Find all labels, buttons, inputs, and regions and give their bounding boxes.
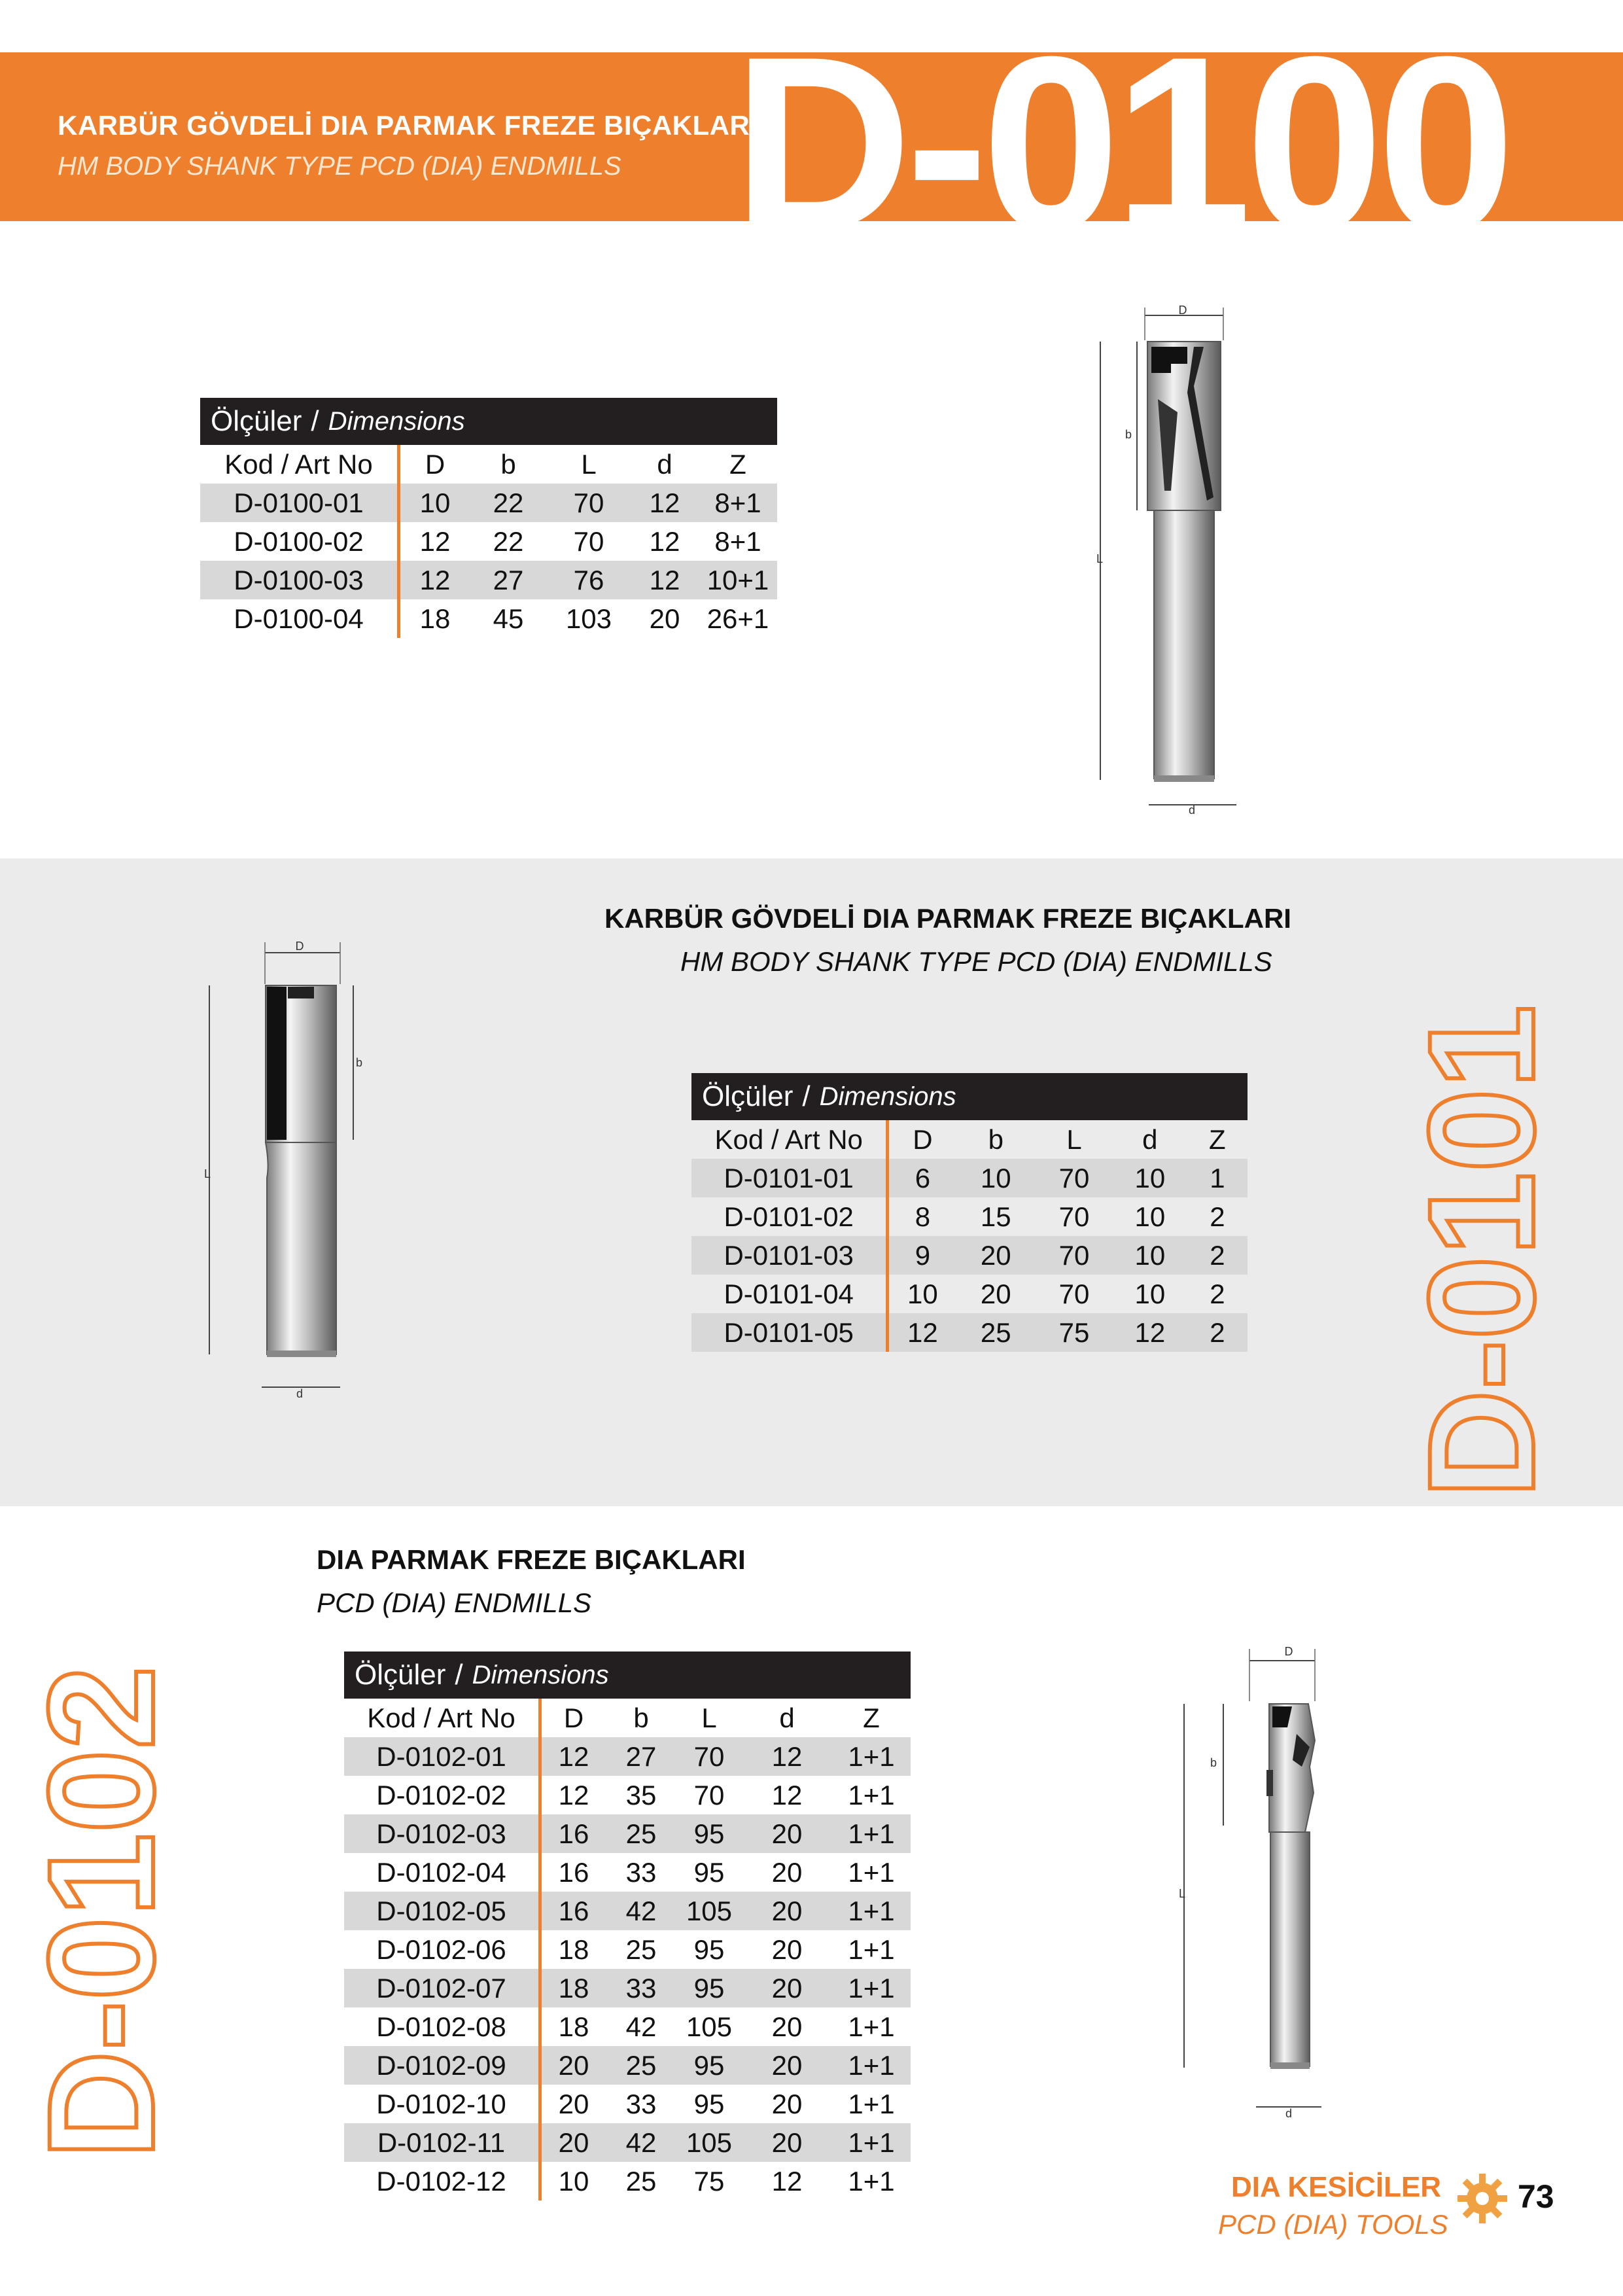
d0101-vertical-code: D-0101 — [1397, 1004, 1565, 1498]
dim-b-label: b — [1210, 1756, 1217, 1769]
table-row — [344, 2123, 911, 2162]
table-header-en: Dimensions — [472, 1660, 609, 1689]
cell-code: D-0102-06 — [344, 1930, 542, 1969]
cell-b: 33 — [625, 2088, 657, 2119]
cell-L: 70 — [573, 487, 604, 518]
cell-b: 27 — [625, 1740, 657, 1772]
d0100-tool-drawing — [1073, 301, 1282, 831]
table-header-tr: Ölçüler — [211, 405, 302, 437]
cell-code: D-0102-01 — [344, 1737, 542, 1776]
d0102-title-tr: DIA PARMAK FREZE BIÇAKLARI — [317, 1544, 746, 1575]
cell-b: 35 — [625, 1779, 657, 1810]
page-number: 73 — [1518, 2178, 1554, 2215]
dim-d-label: d — [1285, 2107, 1293, 2120]
cell-d: 12 — [771, 2165, 803, 2197]
cell-Z: 1+1 — [848, 1818, 895, 1849]
table-row — [344, 2007, 911, 2046]
cell-d: 12 — [649, 525, 680, 557]
col-d-header: d — [779, 1702, 795, 1733]
table-row — [344, 1969, 911, 2007]
dim-d-label: d — [296, 1387, 304, 1400]
footer-title-tr: DIA KESİCİLER — [1231, 2171, 1442, 2203]
cell-code: D-0101-02 — [691, 1197, 889, 1236]
cell-D: 16 — [558, 1856, 589, 1888]
cell-b: 10 — [980, 1162, 1011, 1193]
cell-code: D-0102-07 — [344, 1969, 542, 2007]
cell-d: 12 — [771, 1740, 803, 1772]
cell-code: D-0102-09 — [344, 2046, 542, 2085]
cell-D: 18 — [419, 603, 451, 634]
cell-D: 10 — [558, 2165, 589, 2197]
cell-Z: 8+1 — [714, 525, 761, 557]
cell-D: 12 — [907, 1316, 938, 1348]
header-title-tr: KARBÜR GÖVDELİ DIA PARMAK FREZE BIÇAKLARI — [58, 110, 758, 141]
table-row — [344, 1892, 911, 1930]
cell-d: 20 — [771, 1972, 803, 2004]
cell-Z: 2 — [1210, 1201, 1225, 1232]
cell-d: 20 — [649, 603, 680, 634]
cell-L: 76 — [573, 564, 604, 595]
cell-Z: 1+1 — [848, 1934, 895, 1965]
cell-L: 95 — [693, 2088, 725, 2119]
cell-D: 18 — [558, 1934, 589, 1965]
cell-D: 12 — [558, 1740, 589, 1772]
cell-d: 20 — [771, 2049, 803, 2081]
cell-code: D-0101-01 — [691, 1159, 889, 1197]
cell-b: 33 — [625, 1972, 657, 2004]
cell-L: 95 — [693, 1934, 725, 1965]
cell-code: D-0101-04 — [691, 1275, 889, 1313]
cell-b: 25 — [625, 2165, 657, 2197]
col-d-header: d — [657, 448, 672, 480]
d0102-dimensions-table — [344, 1651, 911, 2200]
cell-D: 18 — [558, 1972, 589, 2004]
table-row — [691, 1275, 1248, 1313]
header-title-en: HM BODY SHANK TYPE PCD (DIA) ENDMILLS — [58, 152, 621, 181]
dim-L-label: L — [1096, 552, 1104, 565]
table-header-sep: / — [311, 405, 319, 437]
cell-D: 12 — [419, 525, 451, 557]
cell-d: 20 — [771, 1934, 803, 1965]
dim-d-label: d — [1188, 804, 1196, 817]
cell-L: 95 — [693, 2049, 725, 2081]
dim-b-label: b — [1125, 428, 1132, 441]
cell-code: D-0102-02 — [344, 1776, 542, 1814]
cell-Z: 1+1 — [848, 1972, 895, 2004]
cell-b: 22 — [493, 487, 524, 518]
cell-b: 42 — [625, 2011, 657, 2042]
cell-b: 20 — [980, 1278, 1011, 1309]
cell-Z: 2 — [1210, 1316, 1225, 1348]
cell-Z: 8+1 — [714, 487, 761, 518]
column-header-row — [344, 1699, 911, 1737]
table-row — [344, 1776, 911, 1814]
d0102-vertical-code: D-0102 — [17, 1665, 185, 2159]
col-code-header: Kod / Art No — [200, 445, 400, 484]
cell-L: 95 — [693, 1972, 725, 2004]
cell-b: 25 — [625, 1934, 657, 1965]
cell-b: 25 — [625, 2049, 657, 2081]
cell-D: 18 — [558, 2011, 589, 2042]
table-header-en: Dimensions — [328, 406, 465, 436]
cell-Z: 10+1 — [707, 564, 769, 595]
cell-L: 75 — [693, 2165, 725, 2197]
cell-code: D-0102-12 — [344, 2162, 542, 2200]
cell-L: 75 — [1058, 1316, 1090, 1348]
d0102-title-en: PCD (DIA) ENDMILLS — [317, 1587, 592, 1618]
table-header-tr: Ölçüler — [702, 1080, 794, 1112]
table-row — [344, 1853, 911, 1892]
cell-L: 70 — [573, 525, 604, 557]
cell-L: 105 — [686, 1895, 733, 1926]
table-header-sep: / — [802, 1080, 811, 1112]
cell-code: D-0100-04 — [200, 599, 400, 638]
cell-D: 8 — [915, 1201, 931, 1232]
column-header-row — [200, 445, 777, 484]
col-D-header: D — [563, 1702, 584, 1733]
cell-d: 10 — [1134, 1162, 1166, 1193]
table-row — [691, 1313, 1248, 1352]
cell-L: 70 — [693, 1740, 725, 1772]
cell-L: 95 — [693, 1818, 725, 1849]
cell-b: 33 — [625, 1856, 657, 1888]
col-L-header: L — [581, 448, 597, 480]
cell-Z: 26+1 — [707, 603, 769, 634]
cell-L: 70 — [693, 1779, 725, 1810]
table-row — [344, 1814, 911, 1853]
cell-L: 70 — [1058, 1239, 1090, 1271]
d0100-dimensions-table — [200, 398, 777, 638]
cell-b: 25 — [980, 1316, 1011, 1348]
cell-code: D-0100-03 — [200, 561, 400, 599]
cell-code: D-0100-02 — [200, 522, 400, 561]
cell-d: 20 — [771, 1856, 803, 1888]
col-L-header: L — [1066, 1123, 1082, 1155]
cell-code: D-0100-01 — [200, 484, 400, 522]
table-row — [200, 522, 777, 561]
dim-D-label: D — [1178, 304, 1187, 317]
cell-d: 10 — [1134, 1239, 1166, 1271]
table-row — [344, 2046, 911, 2085]
table-row — [691, 1159, 1248, 1197]
table-row — [344, 2162, 911, 2200]
cell-b: 27 — [493, 564, 524, 595]
cell-b: 15 — [980, 1201, 1011, 1232]
cell-code: D-0101-05 — [691, 1313, 889, 1352]
d0101-dimensions-table — [691, 1073, 1248, 1352]
cell-d: 12 — [1134, 1316, 1166, 1348]
cell-d: 20 — [771, 2011, 803, 2042]
cell-Z: 1+1 — [848, 1856, 895, 1888]
cell-d: 12 — [649, 564, 680, 595]
header-product-code: D-0100 — [733, 5, 1509, 283]
col-Z-header: Z — [1209, 1123, 1226, 1155]
cell-Z: 1+1 — [848, 2088, 895, 2119]
col-Z-header: Z — [729, 448, 746, 480]
cell-Z: 1 — [1210, 1162, 1225, 1193]
cell-L: 105 — [686, 2127, 733, 2158]
table-row — [200, 561, 777, 599]
d0101-title-tr: KARBÜR GÖVDELİ DIA PARMAK FREZE BIÇAKLARI — [604, 903, 1291, 934]
col-b-header: b — [500, 448, 516, 480]
table-header-sep: / — [455, 1659, 463, 1691]
table-header-bar — [691, 1073, 1248, 1120]
cell-d: 20 — [771, 1895, 803, 1926]
table-row — [200, 484, 777, 522]
cell-b: 42 — [625, 1895, 657, 1926]
cell-d: 10 — [1134, 1278, 1166, 1309]
d0101-tool-drawing — [190, 929, 373, 1413]
dim-b-label: b — [356, 1056, 363, 1069]
table-header-en: Dimensions — [819, 1082, 956, 1111]
cell-code: D-0102-03 — [344, 1814, 542, 1853]
col-L-header: L — [701, 1702, 717, 1733]
cell-L: 103 — [565, 603, 612, 634]
dim-L-label: L — [1179, 1887, 1186, 1900]
gear-icon — [1456, 2172, 1509, 2225]
footer-title-en: PCD (DIA) TOOLS — [1218, 2209, 1448, 2240]
cell-L: 70 — [1058, 1162, 1090, 1193]
col-b-header: b — [988, 1123, 1003, 1155]
cell-D: 16 — [558, 1895, 589, 1926]
dim-L-label: L — [204, 1167, 211, 1180]
cell-code: D-0101-03 — [691, 1236, 889, 1275]
col-code-header: Kod / Art No — [691, 1120, 889, 1159]
table-row — [200, 599, 777, 638]
dim-D-label: D — [1284, 1645, 1293, 1658]
cell-d: 20 — [771, 2088, 803, 2119]
cell-d: 20 — [771, 2127, 803, 2158]
cell-b: 22 — [493, 525, 524, 557]
cell-code: D-0102-10 — [344, 2085, 542, 2123]
cell-Z: 1+1 — [848, 2127, 895, 2158]
col-b-header: b — [633, 1702, 649, 1733]
cell-D: 12 — [419, 564, 451, 595]
cell-L: 95 — [693, 1856, 725, 1888]
table-row — [344, 1930, 911, 1969]
cell-code: D-0102-04 — [344, 1853, 542, 1892]
table-header-tr: Ölçüler — [355, 1659, 446, 1691]
col-d-header: d — [1142, 1123, 1158, 1155]
cell-d: 20 — [771, 1818, 803, 1849]
table-row — [691, 1236, 1248, 1275]
cell-D: 16 — [558, 1818, 589, 1849]
table-row — [344, 1737, 911, 1776]
cell-D: 6 — [915, 1162, 931, 1193]
cell-D: 20 — [558, 2088, 589, 2119]
cell-Z: 2 — [1210, 1239, 1225, 1271]
d0102-tool-drawing — [1158, 1636, 1354, 2133]
cell-d: 12 — [649, 487, 680, 518]
cell-Z: 1+1 — [848, 1895, 895, 1926]
cell-Z: 1+1 — [848, 2049, 895, 2081]
dim-D-label: D — [295, 940, 304, 953]
cell-D: 20 — [558, 2049, 589, 2081]
cell-D: 10 — [419, 487, 451, 518]
table-header-bar — [344, 1651, 911, 1699]
col-D-header: D — [425, 448, 445, 480]
cell-D: 10 — [907, 1278, 938, 1309]
cell-D: 12 — [558, 1779, 589, 1810]
table-header-bar — [200, 398, 777, 445]
cell-d: 12 — [771, 1779, 803, 1810]
cell-Z: 2 — [1210, 1278, 1225, 1309]
cell-code: D-0102-05 — [344, 1892, 542, 1930]
cell-Z: 1+1 — [848, 2011, 895, 2042]
table-row — [691, 1197, 1248, 1236]
cell-Z: 1+1 — [848, 2165, 895, 2197]
cell-d: 10 — [1134, 1201, 1166, 1232]
cell-D: 9 — [915, 1239, 931, 1271]
cell-b: 45 — [493, 603, 524, 634]
col-Z-header: Z — [863, 1702, 880, 1733]
cell-b: 20 — [980, 1239, 1011, 1271]
table-row — [344, 2085, 911, 2123]
cell-b: 25 — [625, 1818, 657, 1849]
col-D-header: D — [913, 1123, 933, 1155]
cell-code: D-0102-08 — [344, 2007, 542, 2046]
cell-D: 20 — [558, 2127, 589, 2158]
cell-L: 70 — [1058, 1278, 1090, 1309]
cell-L: 105 — [686, 2011, 733, 2042]
d0101-title-en: HM BODY SHANK TYPE PCD (DIA) ENDMILLS — [680, 946, 1272, 977]
cell-L: 70 — [1058, 1201, 1090, 1232]
cell-code: D-0102-11 — [344, 2123, 542, 2162]
cell-Z: 1+1 — [848, 1779, 895, 1810]
col-code-header: Kod / Art No — [344, 1699, 542, 1737]
column-header-row — [691, 1120, 1248, 1159]
cell-b: 42 — [625, 2127, 657, 2158]
cell-Z: 1+1 — [848, 1740, 895, 1772]
